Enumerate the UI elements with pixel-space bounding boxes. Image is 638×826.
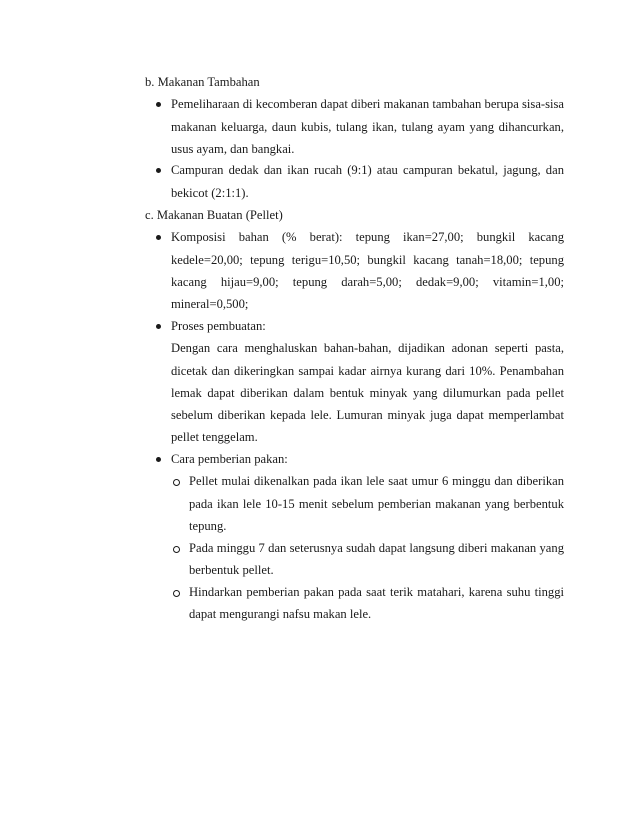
paragraph-line: makanan keluarga, daun kubis, tulang ikan, tulang ayam yang dihancurkan, <box>171 120 564 134</box>
paragraph-line: Proses pembuatan: <box>171 319 266 333</box>
circle-bullet-icon <box>173 590 180 597</box>
paragraph-line: berbentuk pellet. <box>189 563 274 577</box>
paragraph-line: Campuran dedak dan ikan rucah (9:1) atau campuran bekatul, jagung, dan <box>171 163 564 177</box>
bullet-icon <box>156 168 161 173</box>
bullet-icon <box>156 235 161 240</box>
bullet-icon <box>156 457 161 462</box>
paragraph-line: Komposisi bahan (% berat): tepung ikan=27,00; bungkil kacang <box>171 230 564 244</box>
paragraph-line: mineral=0,500; <box>171 297 249 311</box>
paragraph-line: Cara pemberian pakan: <box>171 452 288 466</box>
section-b-heading: b. Makanan Tambahan <box>145 75 260 89</box>
bullet-icon <box>156 102 161 107</box>
paragraph-line: pellet tenggelam. <box>171 430 258 444</box>
paragraph-line: pada ikan lele 10-15 menit sebelum pemberian makanan yang berbentuk <box>189 497 564 511</box>
bullet-icon <box>156 324 161 329</box>
paragraph-line: Pemeliharaan di kecomberan dapat diberi makanan tambahan berupa sisa-sisa <box>171 97 564 111</box>
circle-bullet-icon <box>173 546 180 553</box>
section-c-heading: c. Makanan Buatan (Pellet) <box>145 208 283 222</box>
paragraph-line: dicetak dan dikeringkan sampai kadar airnya kurang dari 10%. Penambahan <box>171 364 564 378</box>
paragraph-line: kacang hijau=9,00; tepung darah=5,00; dedak=9,00; vitamin=1,00; <box>171 275 564 289</box>
paragraph-line: sebelum diberikan kepada lele. Lumuran minyak juga dapat memperlambat <box>171 408 564 422</box>
paragraph-line: Pellet mulai dikenalkan pada ikan lele saat umur 6 minggu dan diberikan <box>189 474 564 488</box>
paragraph-line: tepung. <box>189 519 227 533</box>
paragraph-line: bekicot (2:1:1). <box>171 186 249 200</box>
paragraph-line: Dengan cara menghaluskan bahan-bahan, dijadikan adonan seperti pasta, <box>171 341 564 355</box>
paragraph-line: kedele=20,00; tepung terigu=10,50; bungkil kacang tanah=18,00; tepung <box>171 253 564 267</box>
paragraph-line: lemak dapat diberikan dalam bentuk minyak yang dilumurkan pada pellet <box>171 386 564 400</box>
paragraph-line: dapat mengurangi nafsu makan lele. <box>189 607 372 621</box>
circle-bullet-icon <box>173 479 180 486</box>
paragraph-line: usus ayam, dan bangkai. <box>171 142 295 156</box>
paragraph-line: Pada minggu 7 dan seterusnya sudah dapat langsung diberi makanan yang <box>189 541 564 555</box>
paragraph-line: Hindarkan pemberian pakan pada saat terik matahari, karena suhu tinggi <box>189 585 564 599</box>
